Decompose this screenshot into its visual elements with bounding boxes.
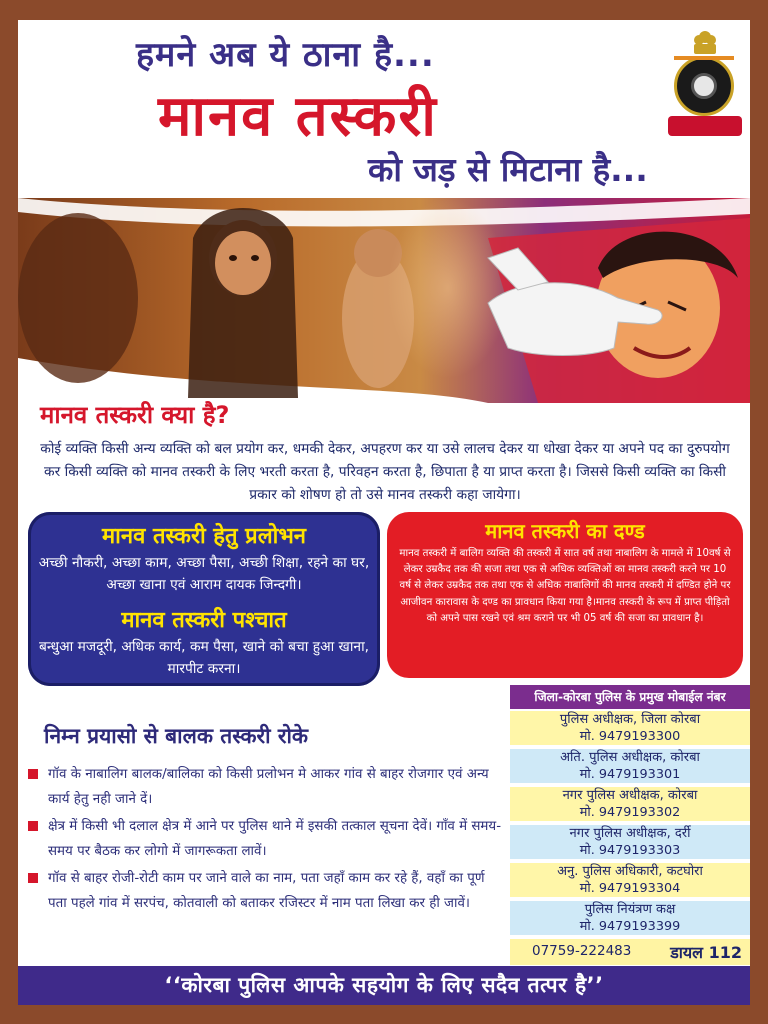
list-item bbox=[24, 814, 506, 864]
emblem-ribbon bbox=[668, 116, 742, 136]
figure-silhouette-left bbox=[18, 213, 138, 383]
contact-name: अनु. पुलिस अधिकारी, कटघोरा bbox=[557, 864, 703, 879]
trafficking-illustration bbox=[18, 198, 750, 403]
prevention-item-text: गॉव के नाबालिग बालक/बालिका को किसी प्रलोभन मे आकर गांव से बाहर रोजगार एवं अन्य कार्य हेतु नही जाने दें। bbox=[48, 767, 489, 807]
bullet-square-icon bbox=[28, 821, 38, 831]
contact-phone[interactable]: मो. 9479193399 bbox=[579, 919, 681, 934]
lure-title: मानव तस्करी हेतु प्रलोभन bbox=[102, 524, 306, 549]
emblem-stripe bbox=[674, 56, 734, 60]
police-emblem-icon bbox=[668, 30, 742, 148]
bottom-banner bbox=[18, 966, 750, 1005]
contact-row bbox=[510, 825, 750, 859]
contact-phone[interactable]: मो. 9479193301 bbox=[579, 767, 681, 782]
lure-box bbox=[28, 512, 380, 686]
contact-name: पुलिस अधीक्षक, जिला कोरबा bbox=[559, 712, 701, 727]
contact-phone[interactable]: मो. 9479193304 bbox=[579, 881, 681, 896]
bullet-square-icon bbox=[28, 873, 38, 883]
contact-name: अति. पुलिस अधीक्षक, कोरबा bbox=[560, 750, 700, 765]
contact-phone[interactable]: मो. 9479193300 bbox=[579, 729, 681, 744]
contact-row bbox=[510, 863, 750, 897]
header-line-1: हमने अब ये ठाना है... bbox=[136, 35, 435, 75]
contact-phone[interactable]: मो. 9479193303 bbox=[579, 843, 681, 858]
prevention-list bbox=[24, 762, 506, 918]
contact-name: नगर पुलिस अधीक्षक, कोरबा bbox=[562, 788, 698, 803]
contact-row bbox=[510, 901, 750, 935]
after-trafficking-title: मानव तस्करी पश्चात bbox=[121, 608, 287, 633]
what-is-body: कोई व्यक्ति किसी अन्य व्यक्ति को बल प्रयोग कर, धमकी देकर, अपहरण कर या उसे लालच देकर या धोखा देकर या अपने पद का दुरुपयोग कर किसी व्यक्ति को मानव तस्करी के लिए भरती करता है, परिवहन करता है, छिपाता है या प्राप्त करता है। जिससे किसी व्यक्ति का किसी प्रकार को शोषण हो तो उसे मानव तस्करी कहा जायेगा। bbox=[40, 441, 730, 503]
prevention-item-text: क्षेत्र में किसी भी दलाल क्षेत्र में आने पर पुलिस थाने में इसकी तत्काल सूचना देवें। गाँव में समय-समय पर बैठक कर लोगो में जागरूकता लावें। bbox=[48, 819, 502, 859]
emblem-chakra-icon bbox=[674, 56, 734, 116]
lure-body: अच्छी नौकरी, अच्छा काम, अच्छा पैसा, अच्छी शिक्षा, रहने का घर, अच्छा खाना एवं आराम दायक जिन्दगी। bbox=[38, 555, 370, 593]
list-item bbox=[24, 762, 506, 812]
contact-phone[interactable]: मो. 9479193302 bbox=[579, 805, 681, 820]
prevention-title: निम्न प्रयासो से बालक तस्करी रोके bbox=[44, 724, 309, 748]
punishment-body: मानव तस्करी में बालिग व्यक्ति की तस्करी में सात वर्ष तथा नाबालिग के मामले में 10वर्ष से लेकर उम्रकैद तक की सजा तथा एक से अधिक व्यक्तिओं का मानव तस्करी करने पर 10 वर्ष से लेकर उम्रकैद तक तथा एक से अधिक नाबालिगों की मानव तस्करी में दण्डित होने पर आजीवन कारावास के दण्ड का प्रावधान किया गया है।मानव तस्करी के रूप में प्राप्त पीड़ितो को अपने पास रखने एवं श्रम कराने पर भी 05 वर्ष की सजा का प्रावधान है। bbox=[399, 548, 731, 624]
what-is-title: मानव तस्करी क्या है? bbox=[40, 401, 230, 429]
contacts-footer bbox=[510, 939, 750, 965]
contacts-panel bbox=[510, 685, 750, 965]
after-trafficking-body: बन्धुआ मजदूरी, अधिक कार्य, कम पैसा, खाने को बचा हुआ खाना, मारपीट करना। bbox=[38, 639, 370, 677]
punishment-title: मानव तस्करी का दण्ड bbox=[485, 519, 645, 543]
banner-slogan: ‘‘कोरबा पुलिस आपके सहयोग के लिए सदैव तत्पर है’’ bbox=[164, 973, 604, 997]
ashoka-emblem-icon bbox=[690, 30, 720, 56]
header-main-title: मानव तस्करी bbox=[158, 84, 438, 149]
contact-row bbox=[510, 749, 750, 783]
contact-name: नगर पुलिस अधीक्षक, दर्री bbox=[569, 826, 691, 841]
prevention-item-text: गॉव से बाहर रोजी-रोटी काम पर जाने वाले का नाम, पता जहाँ काम कर रहे हैं, वहाँ का पूर्ण पता पहले गांव में सरपंच, कोतवाली को बताकर रजिस्टर में नाम पता लिखा कर ही जावें। bbox=[48, 871, 485, 911]
header-line-3: को जड़ से मिटाना है... bbox=[368, 150, 648, 189]
contact-name: पुलिस नियंत्रण कक्ष bbox=[584, 902, 676, 917]
contacts-header: जिला-कोरबा पुलिस के प्रमुख मोबाईल नंबर bbox=[510, 685, 750, 709]
poster-page bbox=[18, 20, 750, 1005]
list-item bbox=[24, 866, 506, 916]
contact-row bbox=[510, 711, 750, 745]
dial-112[interactable]: डायल 112 bbox=[670, 943, 742, 962]
bullet-square-icon bbox=[28, 769, 38, 779]
contact-row bbox=[510, 787, 750, 821]
landline-number[interactable]: 07759-222483 bbox=[532, 943, 632, 959]
punishment-box bbox=[387, 512, 743, 678]
